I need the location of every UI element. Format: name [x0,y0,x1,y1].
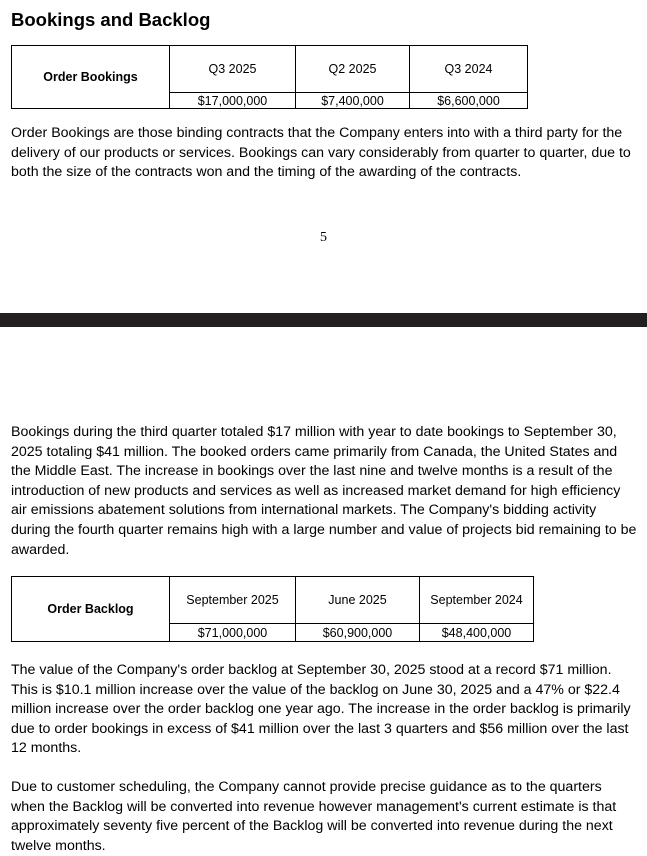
bookings-period-q3-2025: Q3 2025 [170,46,296,93]
backlog-period-september-2024: September 2024 [420,577,534,624]
order-backlog-label: Order Backlog [12,577,170,642]
bookings-period-q2-2025: Q2 2025 [296,46,410,93]
page-break-bar [0,313,647,327]
section-title: Bookings and Backlog [11,9,211,30]
order-bookings-table [11,45,528,109]
order-backlog-table [11,576,534,642]
backlog-guidance-paragraph: Due to customer scheduling, the Company cannot provide precise guidance as to the quarters when the Backlog will be converted into revenue however management's current estimate is that approximately seventy five percent of the Backlog will be converted into revenue during the next twelve months. [11,779,617,854]
backlog-period-september-2025: September 2025 [170,577,296,624]
bookings-value-q3-2025: $17,000,000 [170,93,296,109]
order-bookings-label: Order Bookings [12,46,170,109]
backlog-discussion-paragraph: The value of the Company's order backlog at September 30, 2025 stood at a record $71 million. This is $10.1 million increase over the value of the backlog on June 30, 2025 and a 47% or $22.4 million increase over the order backlog one year ago. The increase in the order backlog is primarily due to order bookings in excess of $41 million over the last 3 quarters and $56 million over the last 12 months. [11,662,631,757]
backlog-value-september-2024: $48,400,000 [420,624,534,642]
bookings-value-q3-2024: $6,600,000 [410,93,528,109]
backlog-value-june-2025: $60,900,000 [296,624,420,642]
bookings-period-q3-2024: Q3 2024 [410,46,528,93]
backlog-value-september-2025: $71,000,000 [170,624,296,642]
bookings-definition-paragraph: Order Bookings are those binding contracts that the Company enters into with a third party for the delivery of our products or services. Bookings can vary considerably from quarter to quarter, due to both the size of the contracts won and the timing of the awarding of the contracts. [11,125,631,181]
page-number: 5 [320,230,327,245]
bookings-discussion-paragraph: Bookings during the third quarter totaled $17 million with year to date bookings to September 30, 2025 totaling $41 million. The booked orders came primarily from Canada, the United States and the Middle East. The increase in bookings over the last nine and twelve months is a result of the introduction of new products and services as well as increased market demand for high efficiency air emissions abatement solutions from international markets. The Company's bidding activity during the fourth quarter remains high with a large number and value of projects bid remaining to be awarded. [11,424,637,558]
bookings-value-q2-2025: $7,400,000 [296,93,410,109]
backlog-period-june-2025: June 2025 [296,577,420,624]
